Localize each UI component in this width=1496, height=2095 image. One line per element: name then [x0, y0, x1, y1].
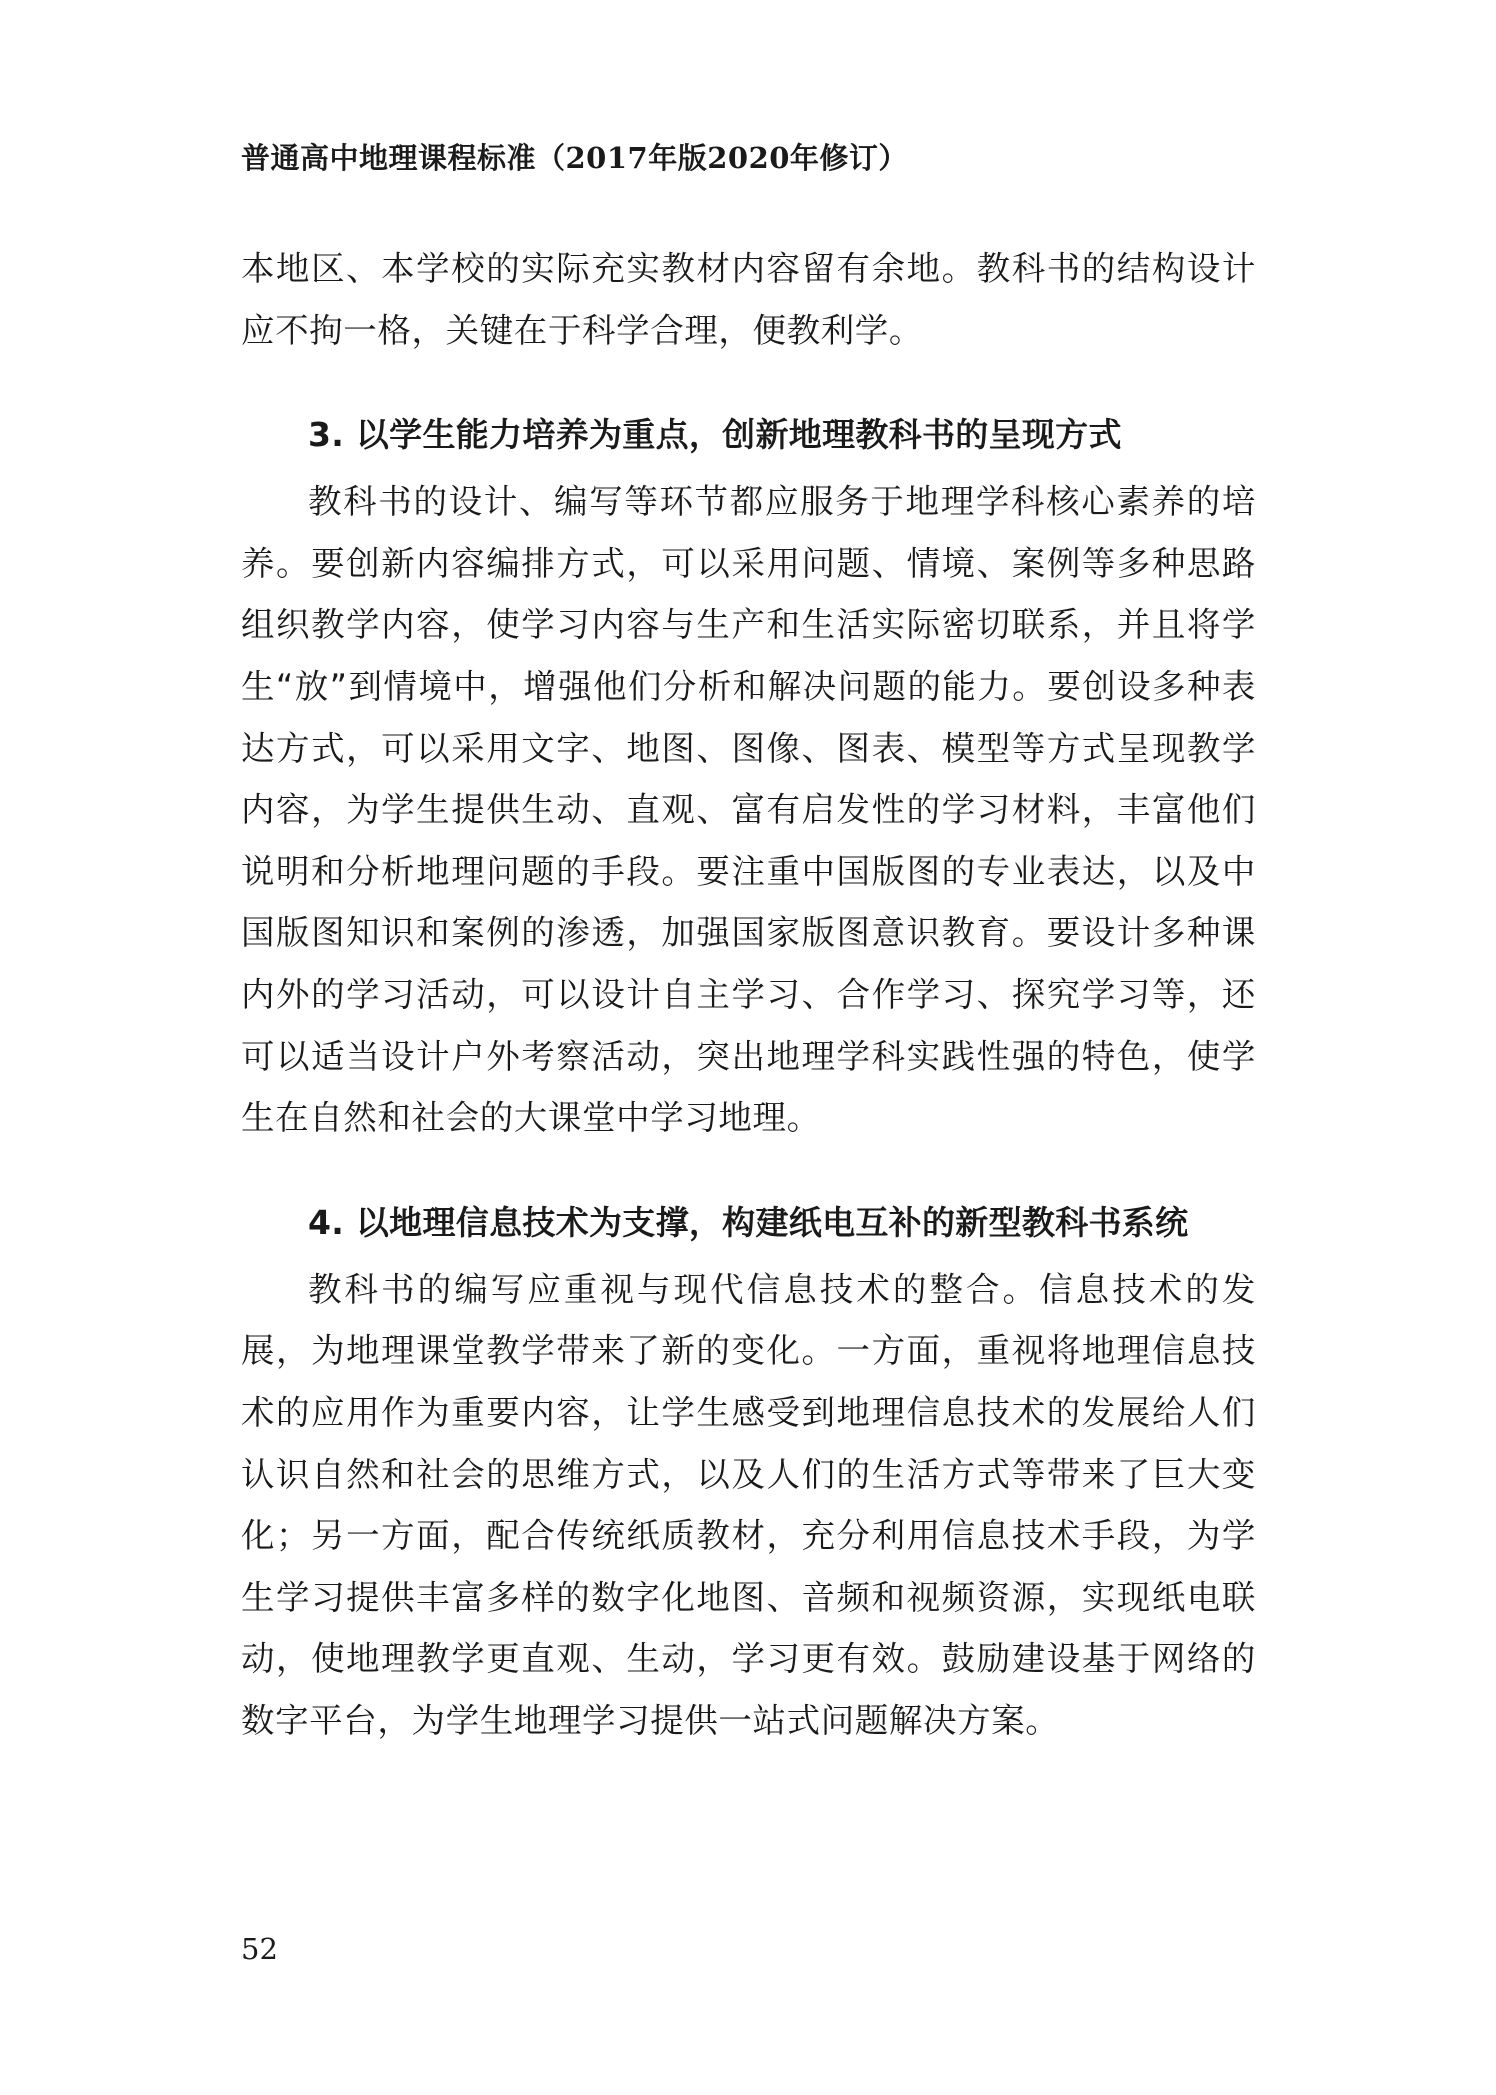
spacer — [241, 361, 1256, 405]
page-number: 52 — [241, 1932, 278, 1966]
section-3-heading: 3. 以学生能力培养为重点，创新地理教科书的呈现方式 — [308, 415, 1122, 455]
continued-paragraph: 本地区、本学校的实际充实教材内容留有余地。教科书的结构设计应不拘一格，关键在于科学合理，便教利学。 — [241, 249, 1256, 350]
section-4-heading: 4. 以地理信息技术为支撑，构建纸电互补的新型教科书系统 — [308, 1202, 1189, 1242]
page-body — [241, 238, 1256, 1751]
section-3-paragraph: 教科书的设计、编写等环节都应服务于地理学科核心素养的培养。要创新内容编排方式，可以采用问题、情境、案例等多种思路组织教学内容，使学习内容与生产和生活实际密切联系，并且将学生“放”到情境中，增强他们分析和解决问题的能力。要创设多种表达方式，可以采用文字、地图、图像、图表、模型等方式呈现教学内容，为学生提供生动、直观、富有启发性的学习材料，丰富他们说明和分析地理问题的手段。要注重中国版图的专业表达，以及中国版图知识和案例的渗透，加强国家版图意识教育。要设计多种课内外的学习活动，可以设计自主学习、合作学习、探究学习等，还可以适当设计户外考察活动，突出地理学科实践性强的特色，使学生在自然和社会的大课堂中学习地理。 — [241, 482, 1256, 1138]
section-4-paragraph: 教科书的编写应重视与现代信息技术的整合。信息技术的发展，为地理课堂教学带来了新的变化。一方面，重视将地理信息技术的应用作为重要内容，让学生感受到地理信息技术的发展给人们认识自然和社会的思维方式，以及人们的生活方式等带来了巨大变化；另一方面，配合传统纸质教材，充分利用信息技术手段，为学生学习提供丰富多样的数字化地图、音频和视频资源，实现纸电联动，使地理教学更直观、生动，学习更有效。鼓励建设基于网络的数字平台，为学生地理学习提供一站式问题解决方案。 — [241, 1269, 1256, 1740]
running-header: 普通高中地理课程标准（2017年版2020年修订） — [241, 141, 908, 175]
spacer — [241, 1149, 1256, 1193]
